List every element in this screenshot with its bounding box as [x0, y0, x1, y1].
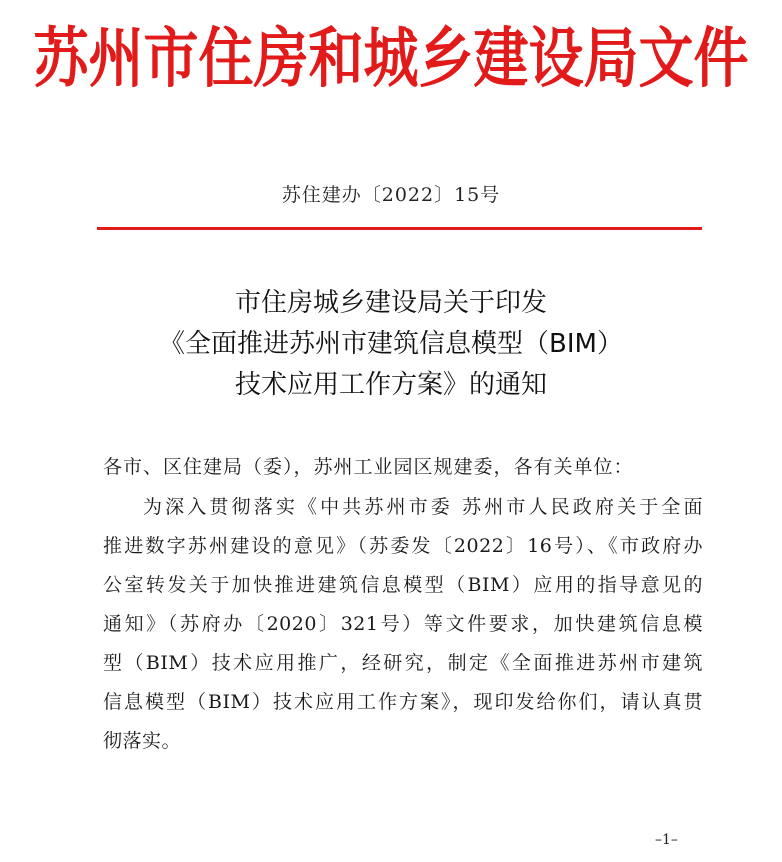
red-divider-rule: [97, 227, 702, 230]
salutation: 各市、区住建局（委），苏州工业园区规建委，各有关单位：: [103, 456, 634, 478]
document-number: 苏住建办〔2022〕15号: [281, 184, 501, 206]
body-line: 型（BIM）技术应用推广，经研究，制定《全面推进苏州市建筑: [103, 652, 703, 674]
body-line: 彻落实。: [103, 730, 182, 752]
body-line: 推进数字苏州建设的意见》（苏委发〔2022〕16号）、《市政府办: [103, 535, 703, 557]
page-number: –1–: [655, 832, 678, 848]
body-line: 通知》（苏府办〔2020〕321号）等文件要求，加快建筑信息模: [103, 613, 703, 635]
notice-title: [0, 283, 782, 406]
notice-title-line-1: 市住房城乡建设局关于印发: [234, 288, 547, 318]
body-line: 公室转发关于加快推进建筑信息模型（BIM）应用的指导意见的: [103, 574, 703, 596]
notice-title-line-2: 《全面推进苏州市建筑信息模型（BIM）: [159, 329, 623, 359]
body-paragraph: [103, 488, 703, 761]
body-line: 为深入贯彻落实《中共苏州市委 苏州市人民政府关于全面: [143, 496, 703, 518]
body-line: 信息模型（BIM）技术应用工作方案》，现印发给你们，请认真贯: [103, 691, 703, 713]
notice-title-line-3: 技术应用工作方案》的通知: [234, 370, 547, 400]
document-header-title: 苏州市住房和城乡建设局文件: [33, 19, 749, 96]
